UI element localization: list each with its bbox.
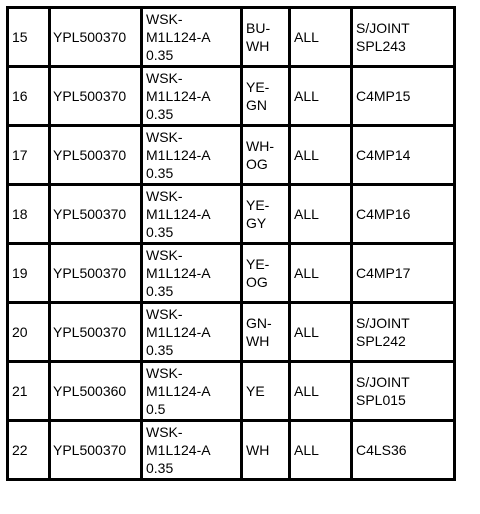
wire-color-cell: BU- WH [242, 8, 290, 67]
option-cell: ALL [290, 8, 352, 67]
wire-spec-cell: WSK- M1L124-A 0.35 [142, 244, 242, 303]
wire-number-cell: 17 [8, 126, 50, 185]
wire-color-cell: WH [242, 421, 290, 480]
connection-cell: C4MP17 [352, 244, 455, 303]
part-number-cell: YPL500370 [50, 8, 142, 67]
wire-color-cell: YE- OG [242, 244, 290, 303]
table-row [8, 244, 455, 303]
wire-spec-cell: WSK- M1L124-A 0.5 [142, 362, 242, 421]
connection-cell: C4MP16 [352, 185, 455, 244]
wire-color-cell: WH- OG [242, 126, 290, 185]
connection-cell: C4LS36 [352, 421, 455, 480]
wire-number-cell: 21 [8, 362, 50, 421]
wire-spec-cell: WSK- M1L124-A 0.35 [142, 126, 242, 185]
wire-number-cell: 16 [8, 67, 50, 126]
part-number-cell: YPL500360 [50, 362, 142, 421]
part-number-cell: YPL500370 [50, 185, 142, 244]
connection-cell: C4MP14 [352, 126, 455, 185]
wire-spec-cell: WSK- M1L124-A 0.35 [142, 185, 242, 244]
wire-spec-cell: WSK- M1L124-A 0.35 [142, 303, 242, 362]
table-row [8, 303, 455, 362]
table-row [8, 126, 455, 185]
wire-color-cell: YE [242, 362, 290, 421]
option-cell: ALL [290, 421, 352, 480]
part-number-cell: YPL500370 [50, 303, 142, 362]
wire-number-cell: 20 [8, 303, 50, 362]
connection-cell: S/JOINT SPL243 [352, 8, 455, 67]
option-cell: ALL [290, 362, 352, 421]
part-number-cell: YPL500370 [50, 244, 142, 303]
wire-number-cell: 15 [8, 8, 50, 67]
connection-cell: C4MP15 [352, 67, 455, 126]
connection-cell: S/JOINT SPL015 [352, 362, 455, 421]
option-cell: ALL [290, 244, 352, 303]
table-row [8, 67, 455, 126]
wire-color-cell: YE- GY [242, 185, 290, 244]
wire-spec-cell: WSK- M1L124-A 0.35 [142, 421, 242, 480]
table-row [8, 421, 455, 480]
connection-cell: S/JOINT SPL242 [352, 303, 455, 362]
wire-number-cell: 18 [8, 185, 50, 244]
option-cell: ALL [290, 303, 352, 362]
option-cell: ALL [290, 67, 352, 126]
wiring-table [6, 6, 456, 481]
table-row [8, 362, 455, 421]
wiring-table-body [8, 8, 455, 480]
wire-spec-cell: WSK- M1L124-A 0.35 [142, 8, 242, 67]
option-cell: ALL [290, 126, 352, 185]
part-number-cell: YPL500370 [50, 126, 142, 185]
wire-color-cell: GN- WH [242, 303, 290, 362]
wire-spec-cell: WSK- M1L124-A 0.35 [142, 67, 242, 126]
wire-number-cell: 22 [8, 421, 50, 480]
option-cell: ALL [290, 185, 352, 244]
table-row [8, 185, 455, 244]
wiring-table-container [6, 6, 456, 481]
part-number-cell: YPL500370 [50, 421, 142, 480]
wire-color-cell: YE- GN [242, 67, 290, 126]
table-row [8, 8, 455, 67]
wire-number-cell: 19 [8, 244, 50, 303]
part-number-cell: YPL500370 [50, 67, 142, 126]
